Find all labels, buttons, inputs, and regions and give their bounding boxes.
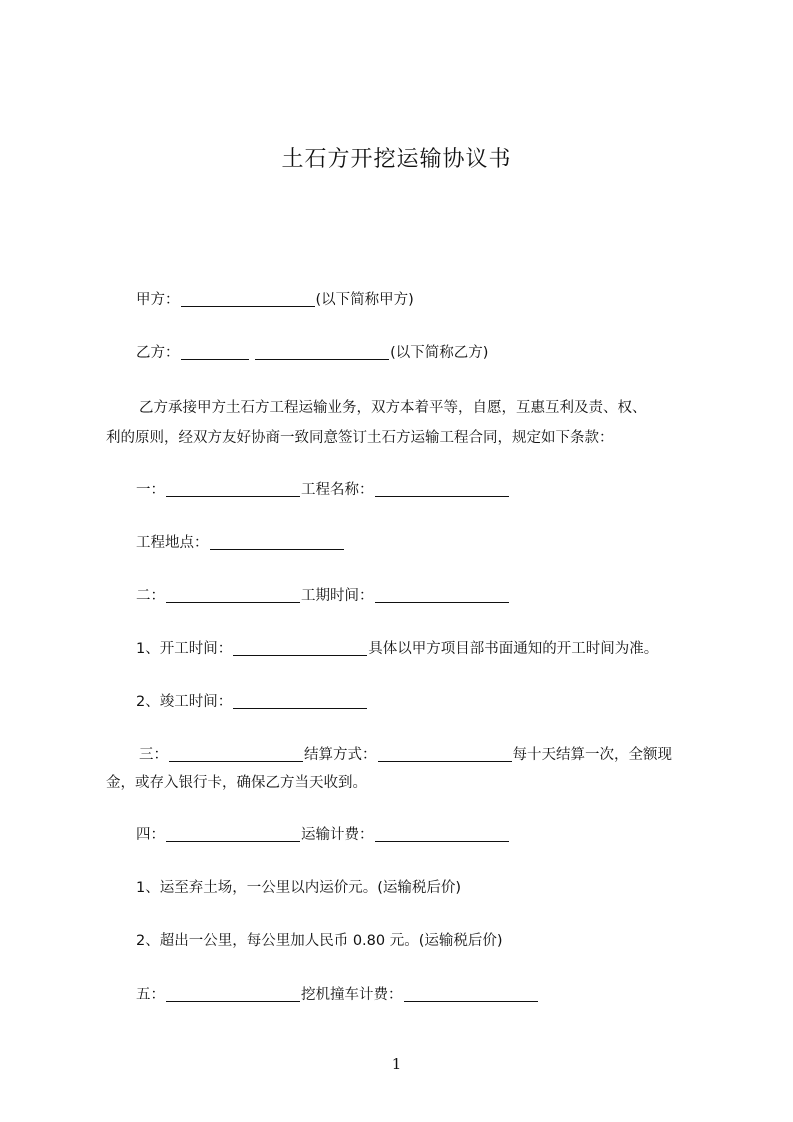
period-blank[interactable] bbox=[375, 588, 509, 603]
site-label: 工程地点： bbox=[136, 535, 209, 551]
end-time-blank[interactable] bbox=[233, 694, 367, 709]
clause-5-line bbox=[136, 985, 736, 1005]
party-b-suffix: (以下简称乙方) bbox=[390, 345, 489, 361]
project-name-blank[interactable] bbox=[375, 482, 509, 497]
settlement-blank[interactable] bbox=[378, 747, 512, 762]
party-b-blank-2[interactable] bbox=[255, 345, 389, 360]
start-time-label: 1、开工时间： bbox=[136, 641, 233, 657]
project-name-label: 工程名称： bbox=[301, 482, 374, 498]
clause-3-blank-1[interactable] bbox=[169, 747, 303, 762]
site-blank[interactable] bbox=[210, 535, 344, 550]
settlement-label: 结算方式： bbox=[304, 747, 377, 763]
clause-5-blank-1[interactable] bbox=[166, 987, 300, 1002]
fee-line-1: 1、运至弃土场，一公里以内运价元。(运输税后价) bbox=[136, 880, 462, 896]
clause-5-prefix: 五： bbox=[136, 987, 165, 1003]
party-a-label: 甲方： bbox=[136, 292, 180, 308]
party-a-line bbox=[136, 290, 736, 310]
intro-line-1: 乙方承接甲方土石方工程运输业务，双方本着平等，自愿，互惠互利及责、权、 bbox=[139, 400, 647, 416]
clause-3-line bbox=[139, 745, 739, 765]
end-time-line bbox=[136, 692, 736, 712]
party-b-label: 乙方： bbox=[136, 345, 180, 361]
party-b-line bbox=[136, 343, 736, 363]
period-label: 工期时间： bbox=[301, 588, 374, 604]
party-a-suffix: (以下简称甲方) bbox=[315, 292, 414, 308]
excavator-fee-label: 挖机撞车计费： bbox=[301, 987, 403, 1003]
fee-line-2: 2、超出一公里，每公里加人民币 0.80 元。(运输税后价) bbox=[136, 933, 503, 949]
clause-3-prefix: 三： bbox=[139, 747, 168, 763]
start-time-suffix: 具体以甲方项目部书面通知的开工时间为准。 bbox=[368, 641, 659, 657]
clause-1-line bbox=[136, 480, 736, 500]
party-b-blank-1[interactable] bbox=[181, 345, 249, 360]
excavator-fee-blank[interactable] bbox=[404, 987, 538, 1002]
clause-3-line-2: 金，或存入银行卡，确保乙方当天收到。 bbox=[106, 775, 367, 791]
end-time-label: 2、竣工时间： bbox=[136, 694, 233, 710]
clause-1-prefix: 一： bbox=[136, 482, 165, 498]
clause-2-blank-1[interactable] bbox=[166, 588, 300, 603]
transport-fee-label: 运输计费： bbox=[301, 827, 374, 843]
start-time-line bbox=[136, 639, 736, 659]
intro-line-2: 利的原则，经双方友好协商一致同意签订土石方运输工程合同，规定如下条款： bbox=[106, 430, 614, 446]
clause-4-line bbox=[136, 825, 736, 845]
party-a-blank[interactable] bbox=[181, 292, 315, 307]
clause-4-prefix: 四： bbox=[136, 827, 165, 843]
clause-1-blank-1[interactable] bbox=[166, 482, 300, 497]
clause-2-line bbox=[136, 586, 736, 606]
settlement-suffix: 每十天结算一次，全额现 bbox=[512, 747, 672, 763]
clause-2-prefix: 二： bbox=[136, 588, 165, 604]
transport-fee-blank[interactable] bbox=[375, 827, 509, 842]
clause-4-blank-1[interactable] bbox=[166, 827, 300, 842]
site-line bbox=[136, 533, 736, 553]
start-time-blank[interactable] bbox=[233, 641, 367, 656]
document-title: 土石方开挖运输协议书 bbox=[281, 147, 512, 172]
page-number: 1 bbox=[391, 1055, 402, 1073]
